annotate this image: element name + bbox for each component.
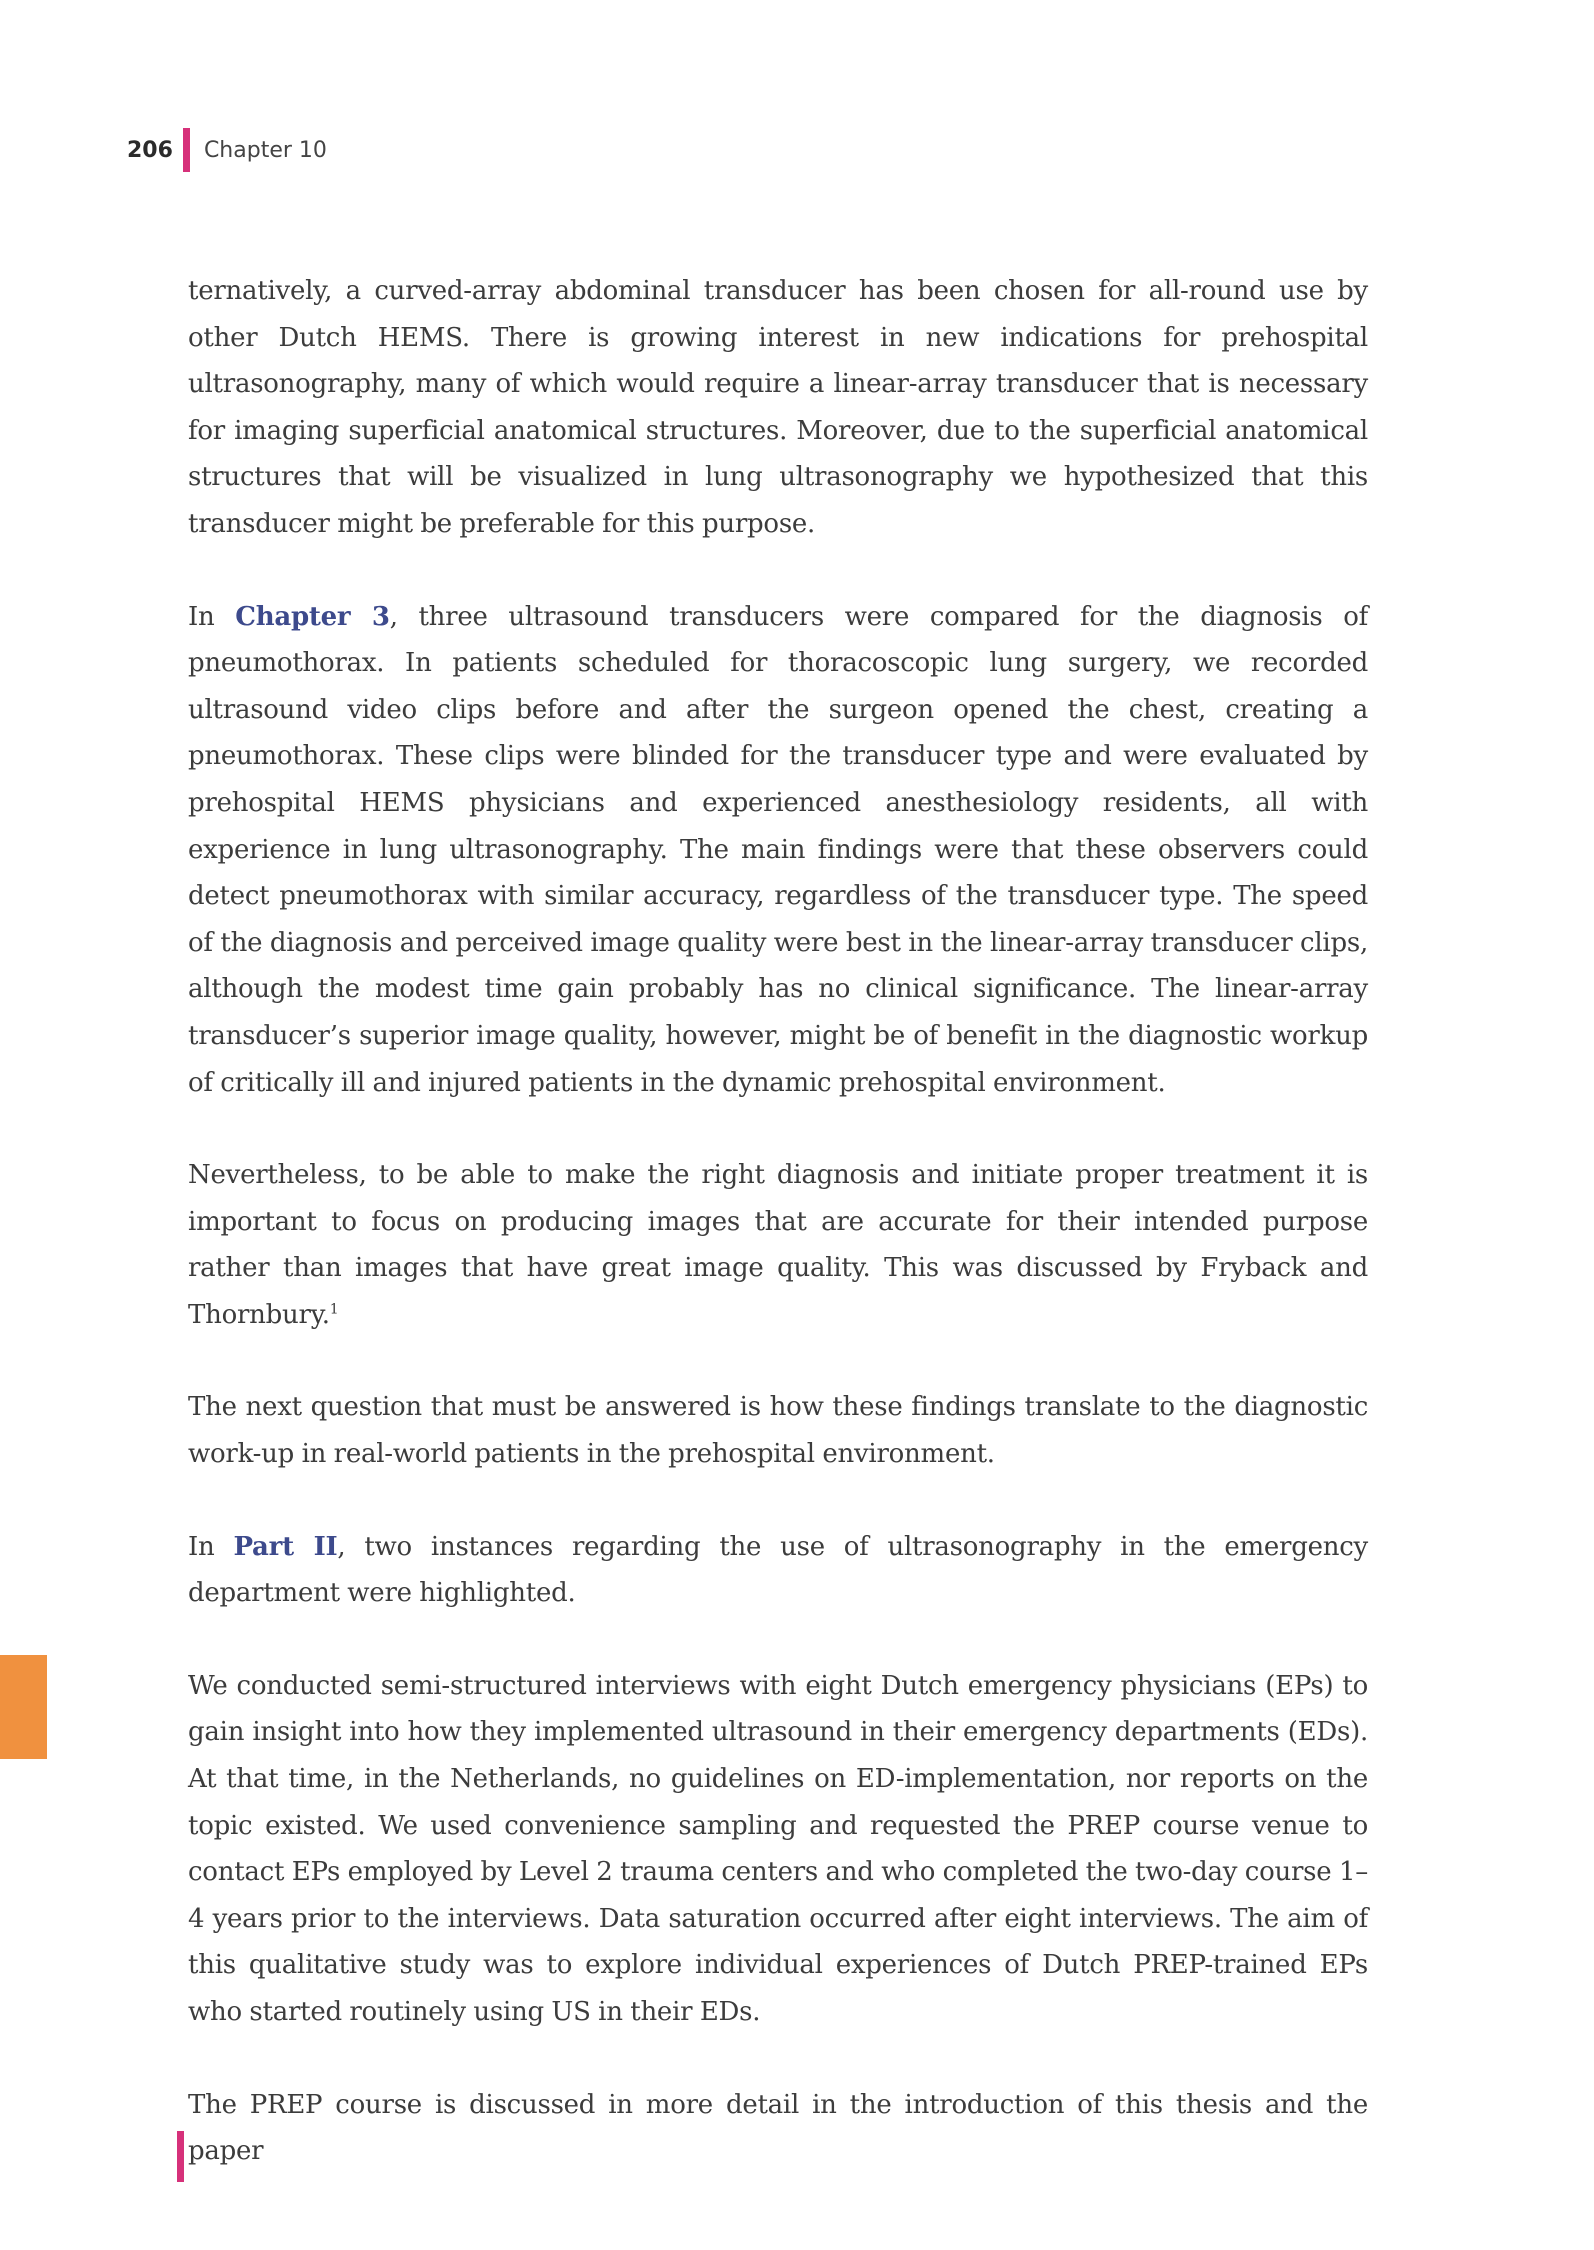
page-number: 206 [127, 137, 173, 163]
paragraph-image-quality [188, 1152, 1368, 1338]
paragraph-text: , two instances regarding the use of ultrasonography in the emergency department were highlighted. [188, 1531, 1369, 1609]
body-text [188, 268, 1368, 2221]
paragraph-interviews: We conducted semi-structured interviews with eight Dutch emergency physicians (EPs) to gain insight into how they implemented ultrasound in their emergency departments (EDs). At that time, in the Netherlands, no guidelines on ED-implementation, nor reports on the topic existed. We used convenience sampling and requested the PREP course venue to contact EPs employed by Level 2 trauma centers and who completed the two-day course 1–4 years prior to the interviews. Data saturation occurred after eight interviews. The aim of this qualitative study was to explore individual experiences of Dutch PREP-trained EPs who started routinely using US in their EDs. [188, 1670, 1368, 2027]
footnote-marker[interactable]: 1 [329, 1301, 339, 1318]
paragraph-prep-course: The PREP course is discussed in more detail in the introduction of this thesis and the paper [188, 2089, 1368, 2167]
chapter-3-link[interactable]: Chapter 3 [235, 601, 390, 632]
page-header [127, 127, 327, 173]
part-2-link[interactable]: Part II [233, 1531, 338, 1562]
paragraph-part-2-summary [188, 1524, 1368, 1617]
chapter-label: Chapter 10 [203, 137, 327, 163]
footer-accent-bar [177, 2131, 184, 2182]
paragraph-transducer-choice: ternatively, a curved-array abdominal transducer has been chosen for all-round use by other Dutch HEMS. There is growing interest in new indications for prehospital ultrasonography, many of which would require a linear-array transducer that is necessary for imaging superficial anatomical structures. Moreover, due to the superficial anatomical structures that will be visualized in lung ultrasonography we hypothesized that this transducer might be preferable for this purpose. [188, 276, 1368, 539]
paragraph-text: Nevertheless, to be able to make the right diagnosis and initiate proper treatment it is important to focus on producing images that are accurate for their intended purpose rather than images that have great image quality. This was discussed by Fryback and Thornbury. [188, 1160, 1368, 1330]
paragraph-chapter-3-summary [188, 594, 1368, 1107]
header-accent-bar [183, 128, 190, 172]
paragraph-next-question: The next question that must be answered is how these findings translate to the diagnostic work-up in real-world patients in the prehospital environment. [188, 1392, 1368, 1470]
paragraph-prefix: In [188, 1531, 234, 1562]
paragraph-prefix: In [188, 601, 236, 632]
section-side-tab [0, 1655, 47, 1759]
paragraph-text: , three ultrasound transducers were compared for the diagnosis of pneumothorax. In patients scheduled for thoracoscopic lung surgery, we recorded ultrasound video clips before and after the surgeon opened the chest, creating a pneumothorax. These clips were blinded for the transducer type and were evaluated by prehospital HEMS physicians and experienced anesthesiology residents, all with experience in lung ultrasonography. The main findings were that these observers could detect pneumothorax with similar accuracy, regardless of the transducer type. The speed of the diagnosis and perceived image quality were best in the linear-array transducer clips, although the modest time gain probably has no clinical significance. The linear-array transducer’s superior image quality, however, might be of benefit in the diagnostic workup of critically ill and injured patients in the dynamic prehospital environment. [188, 601, 1369, 1098]
